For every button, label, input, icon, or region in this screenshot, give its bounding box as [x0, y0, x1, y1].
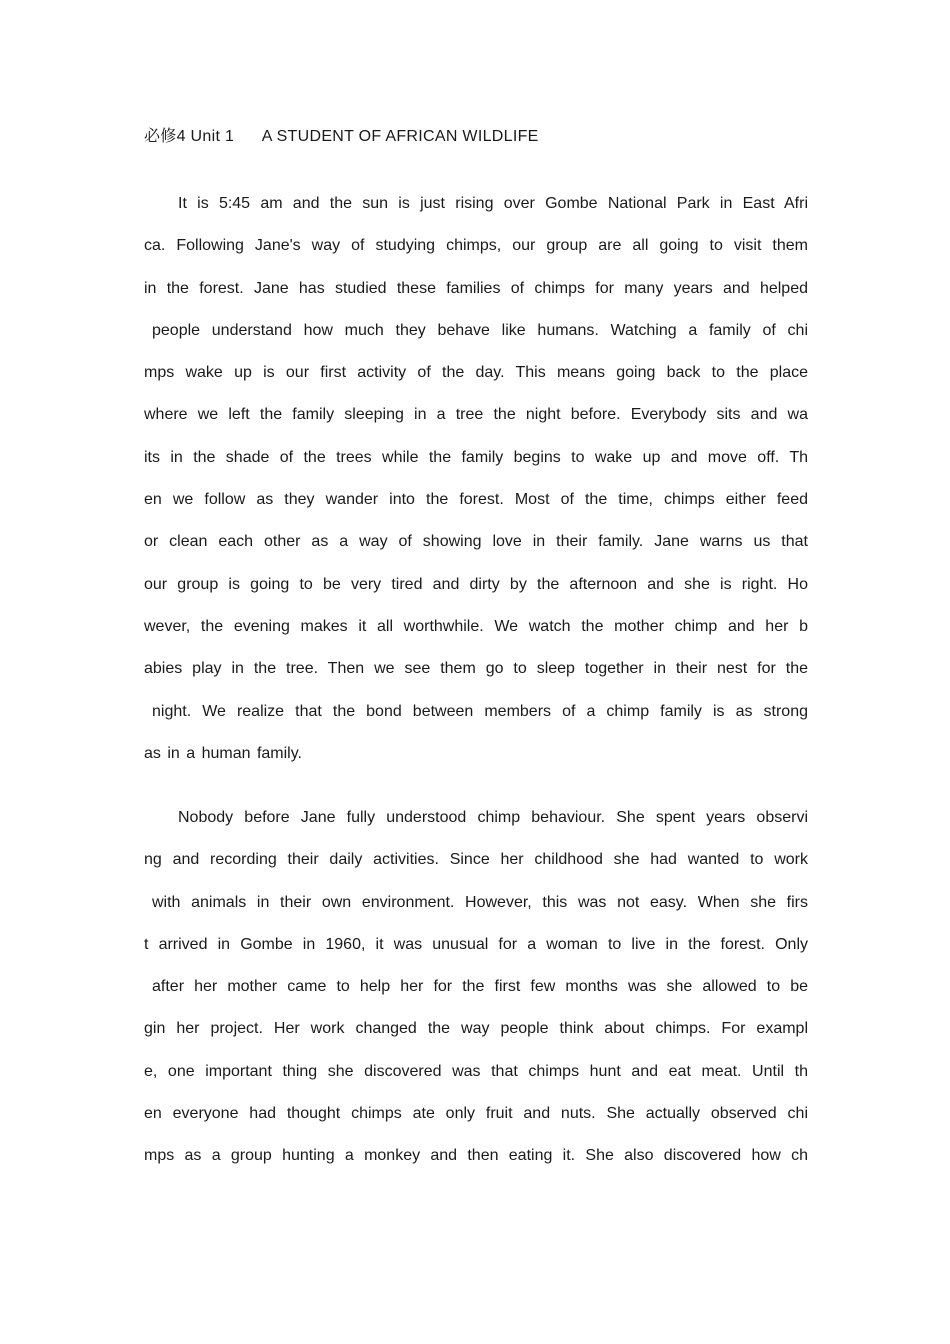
paragraph-line: t arrived in Gombe in 1960, it was unusual for a woman to live in the forest. Only — [144, 935, 808, 953]
paragraph-line: after her mother came to help her for the first few months was she allowed to be — [152, 978, 808, 996]
paragraph-line: people understand how much they behave like humans. Watching a family of chi — [152, 321, 808, 339]
paragraph-line: our group is going to be very tired and dirty by the afternoon and she is right. Ho — [144, 575, 808, 593]
paragraph-1 — [144, 194, 808, 786]
paragraph-line: with animals in their own environment. However, this was not easy. When she firs — [152, 893, 808, 911]
paragraph-line: abies play in the tree. Then we see them go to sleep together in their nest for the — [144, 660, 808, 678]
document-title: 必修4 Unit 1 A STUDENT OF AFRICAN WILDLIFE — [144, 128, 539, 145]
paragraph-line: ng and recording their daily activities. Since her childhood she had wanted to work — [144, 851, 808, 869]
paragraph-line: or clean each other as a way of showing love in their family. Jane warns us that — [144, 533, 808, 551]
paragraph-line: ca. Following Jane's way of studying chimps, our group are all going to visit them — [144, 237, 808, 255]
paragraph-line: mps wake up is our first activity of the day. This means going back to the place — [144, 364, 808, 382]
paragraph-line: en we follow as they wander into the forest. Most of the time, chimps either feed — [144, 491, 808, 509]
paragraph-line: where we left the family sleeping in a tree the night before. Everybody sits and wa — [144, 406, 808, 424]
paragraph-line: as in a human family. — [144, 744, 302, 762]
paragraph-line: night. We realize that the bond between members of a chimp family is as strong — [152, 702, 808, 720]
paragraph-line: gin her project. Her work changed the way people think about chimps. For exampl — [144, 1020, 808, 1038]
paragraph-line: its in the shade of the trees while the family begins to wake up and move off. Th — [144, 448, 808, 466]
paragraph-line: wever, the evening makes it all worthwhile. We watch the mother chimp and her b — [144, 617, 808, 635]
paragraph-line: in the forest. Jane has studied these families of chimps for many years and helped — [144, 279, 808, 297]
paragraph-line: en everyone had thought chimps ate only fruit and nuts. She actually observed chi — [144, 1105, 808, 1123]
paragraph-line: mps as a group hunting a monkey and then eating it. She also discovered how ch — [144, 1147, 808, 1165]
paragraph-line: e, one important thing she discovered was that chimps hunt and eat meat. Until th — [144, 1062, 808, 1080]
paragraph-line: Nobody before Jane fully understood chimp behaviour. She spent years observi — [178, 809, 808, 826]
paragraph-line: It is 5:45 am and the sun is just rising over Gombe National Park in East Afri — [178, 195, 808, 212]
paragraph-2 — [144, 808, 808, 1189]
